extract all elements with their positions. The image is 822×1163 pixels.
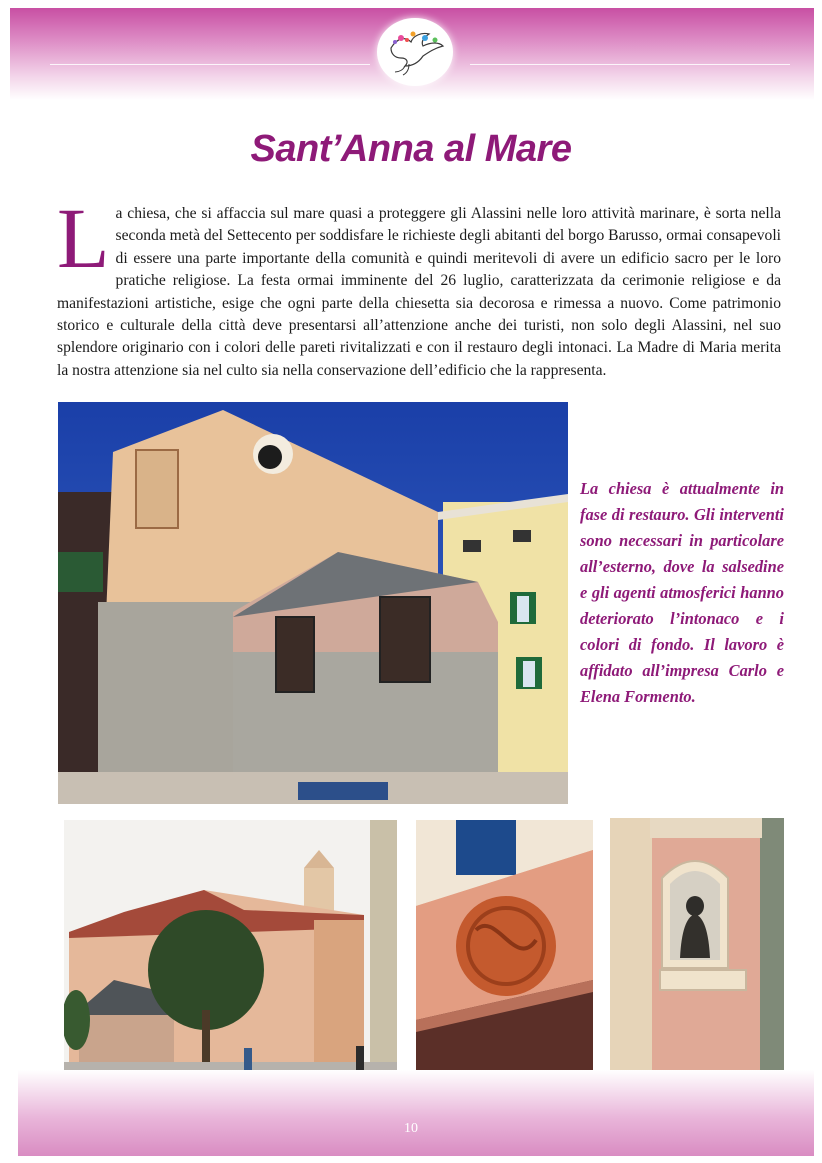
header-divider-left: [50, 64, 370, 65]
medallion-detail-photo: [416, 820, 593, 1086]
article-body: [57, 190, 781, 382]
drop-cap: L: [57, 190, 110, 286]
church-exterior-photo: [64, 820, 397, 1086]
photo-caption: La chiesa è attualmente in fase di restauro. Gli interventi sono necessari in particolare all’esterno, dove la salsedine e gli agenti atmosferici hanno deteriorato l’intonaco e i colori di fondo. Il lavoro è affidato all’impresa Carlo e Elena Formento.: [580, 479, 784, 706]
page-number: 10: [404, 1121, 418, 1136]
article-text: a chiesa, che si affaccia sul mare quasi a proteggere gli Alassini nelle loro attività marinare, è sorta nella seconda metà del Settecento per soddisfare le richieste degli abitanti del borgo Barusso, ormai consapevoli di essere una parte importante della comunità e quindi meritevoli di avere un edificio sacro per le loro pratiche religiose. La festa ormai imminente del 26 luglio, caratterizzata da cerimonie religiose e da manifestazioni artistiche, esige che ogni parte della chiesetta sia decorosa e rimessa a nuovo. Come patrimonio storico e culturale della città deve presentarsi all’attenzione anche dei turisti, non solo degli Alassini, nel suo splendore originario con i colori delle pareti rivitalizzati e con il restauro degli intonaci. La Madre di Maria merita la nostra attenzione sia nel culto sia nella conservazione dell’edificio che la rappresenta.: [57, 205, 781, 379]
statue-niche-photo: [610, 818, 784, 1082]
church-main-photo: [58, 402, 568, 804]
page-title: Sant’Anna al Mare: [250, 128, 572, 170]
header-divider-right: [470, 64, 790, 65]
dove-peace-logo-icon: [377, 18, 453, 86]
footer-band: [18, 1070, 814, 1156]
